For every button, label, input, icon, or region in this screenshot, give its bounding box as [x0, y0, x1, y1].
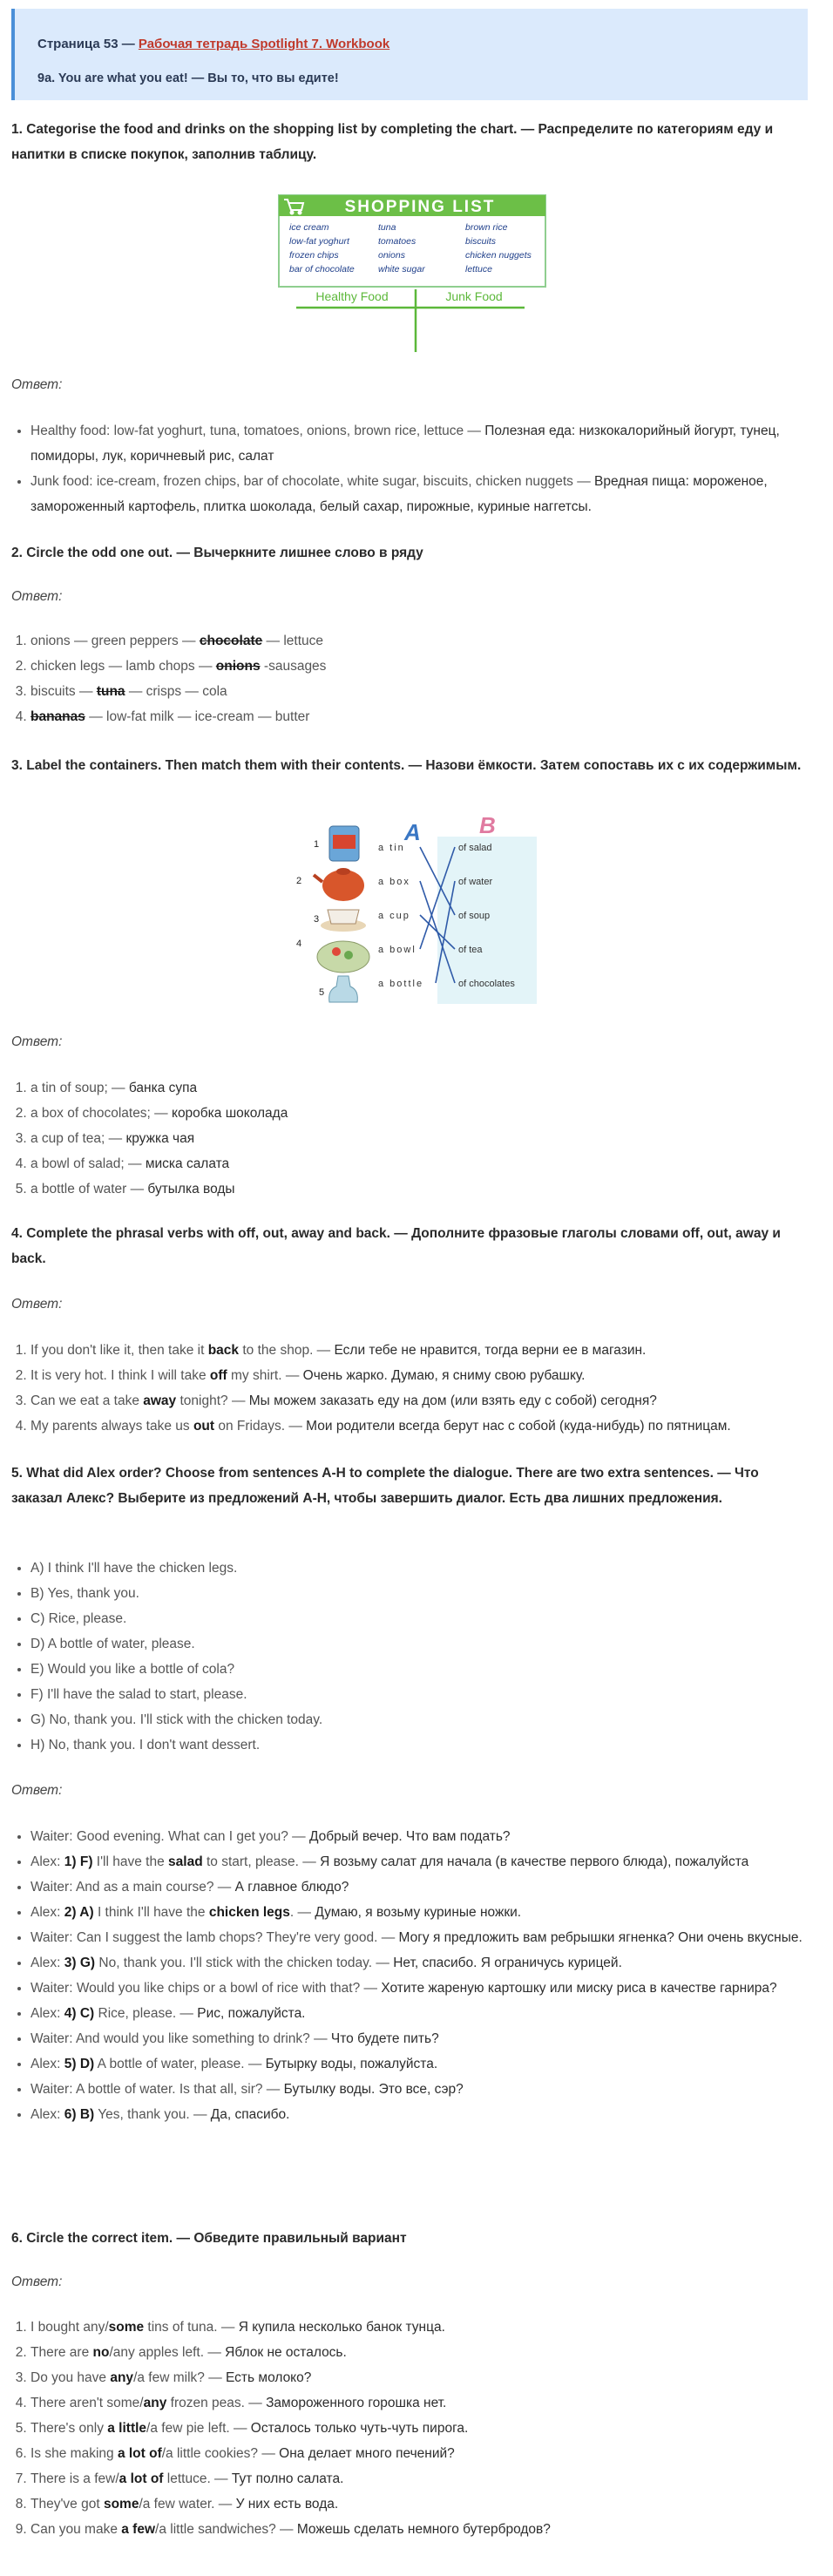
contents-label: of soup [458, 911, 491, 921]
cup-image [321, 910, 366, 932]
container-label: a box [378, 877, 410, 887]
column-a-label: A [404, 819, 421, 845]
contents-label: of water [458, 877, 493, 887]
page-label: Страница 53 — [37, 37, 139, 51]
list-item: 2. chicken legs — lamb chops — onions -sausages [30, 654, 815, 679]
dialogue-line: • Waiter: Would you like chips or a bowl of rice with that? — Хотите жареную картошку или миску риса в качестве гарнира? [30, 1976, 815, 2001]
task3-title: 3. Label the containers. Then match them with their contents. — Назови ёмкости. Затем сопоставь их с их содержимым. [11, 758, 802, 773]
list-item: bar of chocolate [289, 264, 355, 275]
container-label: a cup [378, 911, 410, 921]
item-number: 2 [296, 876, 302, 886]
task5-dialogue [11, 1824, 815, 2127]
dialogue-line: • Waiter: A bottle of water. Is that all, sir? — Бутылку воды. Это все, сэр? [30, 2077, 815, 2102]
list-item: 9. Can you make a few/a little sandwiches? — Можешь сделать немного бутербродов? [30, 2517, 815, 2542]
list-item: 3. Can we eat a take away tonight? — Мы можем заказать еду на дом (или взять еду с собой) сегодня? [30, 1388, 815, 1413]
list-item: 2. There are no/any apples left. — Яблок не осталось. [30, 2340, 815, 2365]
list-item: low-fat yoghurt [289, 236, 349, 247]
bowl-image [317, 941, 369, 973]
task1-title: 1. Categorise the food and drinks on the shopping list by completing the chart. — Распределите по категориям еду и напитки в списке покупок, заполнив таблицу. [11, 122, 774, 162]
bottle-image [329, 976, 358, 1002]
answer-label: Ответ: [11, 377, 63, 392]
container-label: a tin [378, 843, 405, 853]
list-item: • C) Rice, please. [30, 1606, 815, 1631]
list-item: chicken nuggets [465, 250, 532, 261]
list-item: lettuce [465, 264, 492, 275]
list-item: 2. a box of chocolates; — коробка шоколада [30, 1101, 815, 1126]
list-item: 8. They've got some/a few water. — У них есть вода. [30, 2491, 815, 2517]
list-item: 4. a bowl of salad; — миска салата [30, 1151, 815, 1176]
header-title [37, 37, 808, 61]
item-number: 3 [314, 914, 320, 925]
list-item: brown rice [465, 222, 508, 233]
list-item: • Junk food: ice-cream, frozen chips, bar of chocolate, white sugar, biscuits, chicken nuggets — Вредная пища: мороженое, замороженный картофель, плитка шоколада, белый сахар, пирожные, куриные наггетсы. [30, 469, 815, 519]
task3-answers [11, 1075, 815, 1202]
list-item: ice cream [289, 222, 329, 233]
list-item: 1. a tin of soup; — банка супа [30, 1075, 815, 1101]
dialogue-line: • Waiter: And would you like something to drink? — Что будете пить? [30, 2026, 815, 2051]
task6-answers [11, 2315, 815, 2542]
dialogue-line: • Waiter: Good evening. What can I get you? — Добрый вечер. Что вам подать? [30, 1824, 815, 1849]
answer-label: Ответ: [11, 1297, 63, 1312]
container-label: a bowl [378, 945, 416, 955]
list-item: frozen chips [289, 250, 339, 261]
list-item: 1. onions — green peppers — chocolate — lettuce [30, 628, 815, 654]
dialogue-line: • Waiter: And as a main course? — А главное блюдо? [30, 1874, 815, 1900]
list-item: 2. It is very hot. I think I will take off my shirt. — Очень жарко. Думаю, я сниму свою рубашку. [30, 1363, 815, 1388]
crossed-word: bananas [30, 709, 85, 724]
list-item: 3. biscuits — tuna — crisps — cola [30, 679, 815, 704]
dialogue-line: • Alex: 2) A) I think I'll have the chicken legs. — Думаю, я возьму куриные ножки. [30, 1900, 815, 1925]
dialogue-line: • Alex: 1) F) I'll have the salad to start, please. — Я возьму салат для начала (в качестве первого блюда), пожалуйста [30, 1849, 815, 1874]
dialogue-line: • Alex: 4) C) Rice, please. — Рис, пожалуйста. [30, 2001, 815, 2026]
task1-answers [11, 418, 815, 519]
contents-label: of tea [458, 945, 483, 955]
task2-title: 2. Circle the odd one out. — Вычеркните лишнее слово в ряду [11, 546, 423, 560]
answer-label: Ответ: [11, 1783, 63, 1798]
lesson-subtitle: 9a. You are what you eat! — Вы то, что вы едите! [37, 71, 339, 85]
list-item: 1. I bought any/some tins of tuna. — Я купила несколько банок тунца. [30, 2315, 815, 2340]
task6-title: 6. Circle the correct item. — Обведите правильный вариант [11, 2231, 407, 2246]
list-item: 6. Is she making a lot of/a little cookies? — Она делает много печений? [30, 2441, 815, 2466]
list-item: 5. There's only a little/a few pie left. — Осталось только чуть-чуть пирога. [30, 2416, 815, 2441]
list-item: 7. There is a few/a lot of lettuce. — Тут полно салата. [30, 2466, 815, 2491]
container-label: a bottle [378, 979, 424, 989]
list-item: 3. a cup of tea; — кружка чая [30, 1126, 815, 1151]
list-item: 4. There aren't some/any frozen peas. — Замороженного горошка нет. [30, 2390, 815, 2416]
column-b-label: B [479, 816, 496, 838]
header-box [11, 9, 808, 100]
list-item: • Healthy food: low-fat yoghurt, tuna, tomatoes, onions, brown rice, lettuce — Полезная еда: низкокалорийный йогурт, тунец, помидоры, лук, коричневый рис, салат [30, 418, 815, 469]
task4-answers [11, 1338, 815, 1439]
list-item: 3. Do you have any/a few milk? — Есть молоко? [30, 2365, 815, 2390]
junk-food-label: Junk Food [445, 289, 503, 303]
dialogue-line: • Alex: 5) D) A bottle of water, please. — Бутырку воды, пожалуйста. [30, 2051, 815, 2077]
item-number: 1 [314, 839, 320, 850]
answer-label: Ответ: [11, 589, 63, 604]
list-item: • E) Would you like a bottle of cola? [30, 1657, 815, 1682]
shopping-list-figure [272, 192, 552, 354]
contents-label: of salad [458, 843, 492, 853]
dialogue-line: • Alex: 6) B) Yes, thank you. — Да, спасибо. [30, 2102, 815, 2127]
list-item: • F) I'll have the salad to start, please. [30, 1682, 815, 1707]
workbook-link[interactable]: Рабочая тетрадь Spotlight 7. Workbook [138, 37, 390, 51]
list-item: biscuits [465, 236, 497, 247]
healthy-food-label: Healthy Food [315, 289, 389, 303]
dialogue-line: • Alex: 3) G) No, thank you. I'll stick with the chicken today. — Нет, спасибо. Я ограничусь курицей. [30, 1950, 815, 1976]
task2-answers [11, 628, 815, 729]
answer-label: Ответ: [11, 2274, 63, 2289]
crossed-word: tuna [96, 684, 125, 699]
list-item: white sugar [378, 264, 425, 275]
list-item: 1. If you don't like it, then take it back to the shop. — Если тебе не нравится, тогда верни ее в магазин. [30, 1338, 815, 1363]
crossed-word: onions [215, 659, 261, 674]
list-item: tuna [378, 222, 396, 233]
list-item: tomatoes [378, 236, 416, 247]
list-item: onions [378, 250, 405, 261]
item-number: 4 [296, 939, 302, 949]
item-number: 5 [319, 987, 325, 998]
list-item: 4. My parents always take us out on Fridays. — Мои родители всегда берут нас с собой (куда-нибудь) по пятницам. [30, 1413, 815, 1439]
list-item: • B) Yes, thank you. [30, 1581, 815, 1606]
dialogue-line: • Waiter: Can I suggest the lamb chops? They're very good. — Могу я предложить вам ребрышки ягненка? Они очень вкусные. [30, 1925, 815, 1950]
list-item: • D) A bottle of water, please. [30, 1631, 815, 1657]
shopping-list-heading: SHOPPING LIST [344, 198, 496, 216]
task5-title: 5. What did Alex order? Choose from sentences A-H to complete the dialogue. There are two extra sentences. — Что заказал Алекс? Выберите из предложений A-H, чтобы завершить диалог. Есть два лишних предложения. [11, 1466, 759, 1506]
list-item: • A) I think I'll have the chicken legs. [30, 1556, 815, 1581]
task5-options [11, 1556, 815, 1758]
contents-label: of chocolates [458, 979, 515, 989]
teapot-image [314, 868, 364, 901]
list-item: 4. bananas — low-fat milk — ice-cream — butter [30, 704, 815, 729]
containers-figure [291, 816, 544, 1009]
list-item: • H) No, thank you. I don't want dessert. [30, 1732, 815, 1758]
list-item: • G) No, thank you. I'll stick with the chicken today. [30, 1707, 815, 1732]
task4-title: 4. Complete the phrasal verbs with off, out, away and back. — Дополните фразовые глаголы словами off, out, away и back. [11, 1226, 781, 1266]
tin-image [329, 826, 359, 861]
answer-label: Ответ: [11, 1034, 63, 1049]
crossed-word: chocolate [199, 634, 263, 648]
list-item: 5. a bottle of water — бутылка воды [30, 1176, 815, 1202]
